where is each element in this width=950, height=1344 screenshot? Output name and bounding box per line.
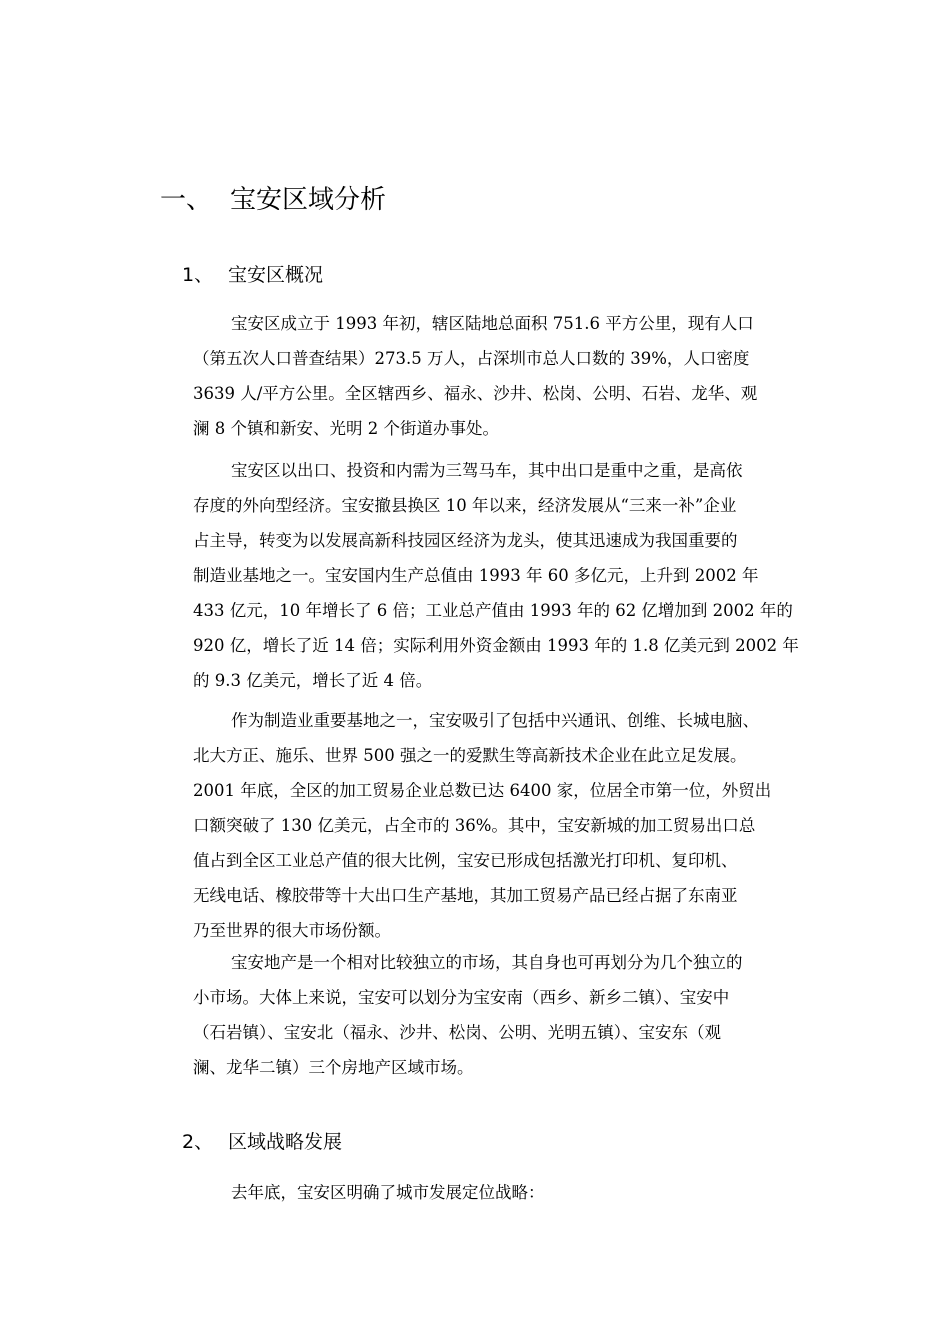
paragraph-4 [193,945,843,1085]
subsection-heading-1 [182,260,323,290]
paragraph-line: （第五次人口普查结果）273.5 万人，占深圳市总人口数的 39%，人口密度 [193,349,750,368]
section-number: 一、 [160,185,213,215]
paragraph-line: 存度的外向型经济。宝安撤县换区 10 年以来，经济发展从“三来一补”企业 [193,496,737,515]
paragraph-line: 作为制造业重要基地之一，宝安吸引了包括中兴通讯、创维、长城电脑、 [231,711,759,730]
paragraph-2 [193,453,843,698]
paragraph-line: 制造业基地之一。宝安国内生产总值由 1993 年 60 多亿元，上升到 2002 年 [193,566,759,585]
subsection-heading-2 [182,1127,342,1157]
paragraph-line: 3639 人/平方公里。全区辖西乡、福永、沙井、松岗、公明、石岩、龙华、观 [193,384,758,403]
paragraph-line: 占主导，转变为以发展高新科技园区经济为龙头，使其迅速成为我国重要的 [193,531,738,550]
paragraph-line: 小市场。大体上来说，宝安可以划分为宝安南（西乡、新乡二镇）、宝安中 [193,988,730,1007]
subsection-number: 2、 [182,1131,214,1153]
paragraph-line: （石岩镇）、宝安北（福永、沙井、松岗、公明、光明五镇）、宝安东（观 [193,1023,721,1042]
paragraph-5 [193,1175,843,1210]
paragraph-line: 澜 8 个镇和新安、光明 2 个街道办事处。 [193,419,499,438]
paragraph-line: 值占到全区工业总产值的很大比例，宝安已形成包括激光打印机、复印机、 [193,851,738,870]
subsection-number: 1、 [182,264,214,286]
paragraph-1 [193,306,843,446]
subsection-title: 宝安区概况 [228,264,324,286]
section-title: 宝安区域分析 [230,185,387,215]
paragraph-line: 澜、龙华二镇）三个房地产区域市场。 [193,1058,474,1077]
paragraph-line: 920 亿，增长了近 14 倍；实际利用外资金额由 1993 年的 1.8 亿美元到 2002 年 [193,636,799,655]
paragraph-line: 433 亿元，10 年增长了 6 倍；工业总产值由 1993 年的 62 亿增加到 2002 年的 [193,601,793,620]
paragraph-line: 乃至世界的很大市场份额。 [193,921,391,940]
paragraph-line: 2001 年底，全区的加工贸易企业总数已达 6400 家，位居全市第一位，外贸出 [193,781,772,800]
paragraph-line: 宝安区成立于 1993 年初，辖区陆地总面积 751.6 平方公里，现有人口 [231,314,754,333]
paragraph-line: 的 9.3 亿美元，增长了近 4 倍。 [193,671,433,690]
subsection-title: 区域战略发展 [228,1131,343,1153]
paragraph-line: 宝安区以出口、投资和内需为三驾马车，其中出口是重中之重，是高依 [231,461,743,480]
paragraph-3 [193,703,843,948]
paragraph-line: 北大方正、施乐、世界 500 强之一的爱默生等高新技术企业在此立足发展。 [193,746,747,765]
paragraph-line: 无线电话、橡胶带等十大出口生产基地，其加工贸易产品已经占据了东南亚 [193,886,738,905]
paragraph-line: 口额突破了 130 亿美元，占全市的 36%。其中，宝安新城的加工贸易出口总 [193,816,756,835]
paragraph-line: 去年底，宝安区明确了城市发展定位战略： [231,1183,545,1202]
section-heading [160,181,386,219]
paragraph-line: 宝安地产是一个相对比较独立的市场，其自身也可再划分为几个独立的 [231,953,743,972]
